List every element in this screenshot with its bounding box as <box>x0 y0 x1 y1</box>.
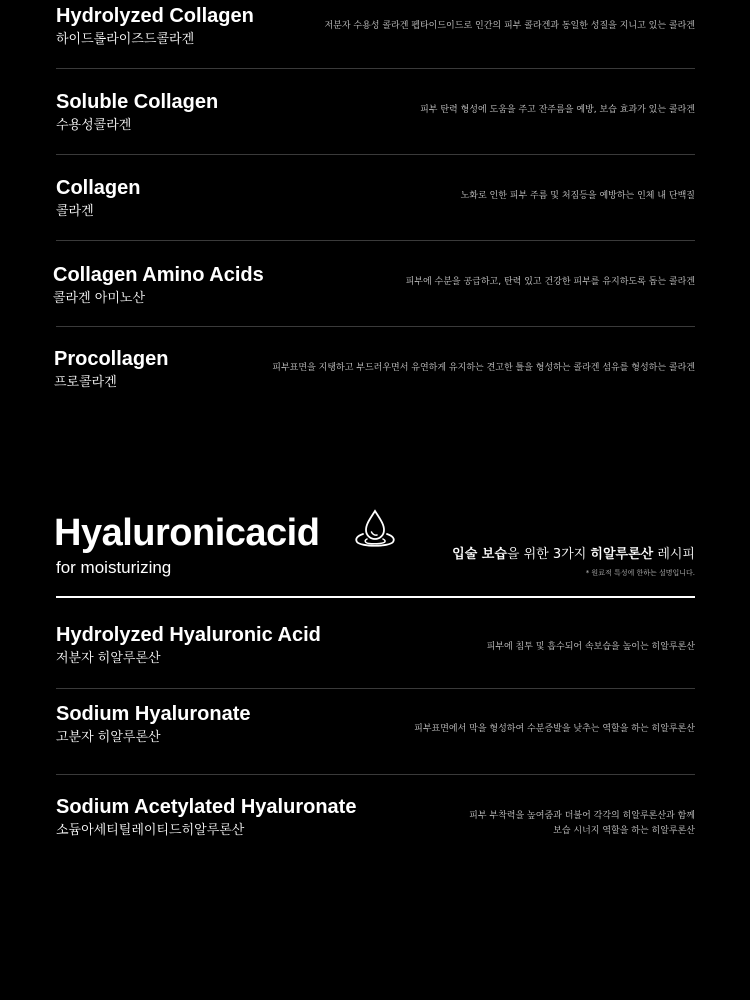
ingredient-description <box>406 275 695 290</box>
collagen-item <box>53 262 695 348</box>
ingredient-name-ko: 콜라겐 <box>56 204 94 219</box>
ingredient-name-ko: 소듐아세티틸레이티드히알루론산 <box>56 823 245 838</box>
ingredient-name-en: Sodium Acetylated Hyaluronate <box>56 796 357 818</box>
ingredient-name-en: Procollagen <box>54 348 169 370</box>
recipe-highlight: 히알루론산 <box>590 547 654 562</box>
ingredient-name-ko: 수용성콜라겐 <box>56 118 132 133</box>
recipe-text: 을 위한 3가지 <box>506 547 591 562</box>
water-drop-icon <box>352 508 398 552</box>
description-line: 노화로 인한 피부 주름 및 처짐등을 예방하는 인체 내 단백질 <box>460 191 695 201</box>
section-title: Hyaluronicacid <box>54 512 320 554</box>
description-line: 피부에 수분을 공급하고, 탄력 있고 건강한 피부를 유지하도록 돕는 콜라겐 <box>405 277 695 287</box>
divider <box>56 688 695 689</box>
ingredient-description <box>420 103 695 118</box>
section-subtitle: for moisturizing <box>56 558 172 577</box>
section-rule <box>56 596 695 598</box>
ingredient-name-en: Soluble Collagen <box>56 91 219 113</box>
divider <box>56 68 695 69</box>
divider <box>56 326 695 327</box>
description-line: 피부 탄력 형성에 도움을 주고 잔주름을 예방, 보습 효과가 있는 콜라겐 <box>420 105 695 115</box>
disclaimer-note: * 원료적 특성에 한하는 설명입니다. <box>585 569 695 577</box>
ingredient-description <box>324 19 695 34</box>
description-line: 피부 부착력을 높여줌과 더불어 각각의 히알루론산과 함께 <box>469 811 695 821</box>
collagen-item <box>56 175 695 261</box>
collagen-item <box>56 89 695 175</box>
ingredient-name-ko: 하이드롤라이즈드콜라겐 <box>56 32 195 47</box>
ingredient-name-ko: 콜라겐 아미노산 <box>53 291 146 306</box>
divider <box>56 774 695 775</box>
description-line: 피부표면에서 막을 형성하여 수분증발을 낮추는 역할을 하는 히알루론산 <box>414 724 695 734</box>
recipe-caption <box>452 546 695 564</box>
recipe-highlight: 입술 보습 <box>452 547 507 562</box>
ingredient-name-en: Collagen Amino Acids <box>53 264 264 286</box>
ingredient-description <box>461 189 695 204</box>
description-line: 피부표면을 지탱하고 부드러우면서 유연하게 유지하는 견고한 틀을 형성하는 콜라겐 섬유를 형성하는 콜라겐 <box>272 363 695 373</box>
divider <box>56 154 695 155</box>
ingredient-name-en: Sodium Hyaluronate <box>56 703 251 725</box>
ingredient-description <box>414 722 695 737</box>
hyaluronic-item <box>56 794 695 880</box>
ingredient-description <box>272 361 695 376</box>
ingredient-description <box>487 640 695 655</box>
description-line: 저분자 수용성 콜라겐 펩타이드이드로 인간의 피부 콜라겐과 동일한 성질을 지니고 있는 콜라겐 <box>324 21 695 31</box>
collagen-item <box>54 346 695 432</box>
ingredient-name-en: Hydrolyzed Collagen <box>56 5 254 27</box>
collagen-item <box>56 3 695 89</box>
recipe-text: 레시피 <box>653 547 695 562</box>
ingredient-description <box>469 809 695 839</box>
ingredient-name-ko: 저분자 히알루론산 <box>56 651 161 666</box>
description-line: 피부에 침투 및 흡수되어 속보습을 높이는 히알루론산 <box>486 642 695 652</box>
description-line: 보습 시너지 역할을 하는 히알루론산 <box>553 826 695 836</box>
ingredient-name-en: Hydrolyzed Hyaluronic Acid <box>56 624 321 646</box>
divider <box>56 240 695 241</box>
ingredient-name-ko: 프로콜라겐 <box>54 375 117 390</box>
hyaluronic-item <box>56 622 695 708</box>
ingredient-name-en: Collagen <box>56 177 141 199</box>
ingredient-name-ko: 고분자 히알루론산 <box>56 730 161 745</box>
